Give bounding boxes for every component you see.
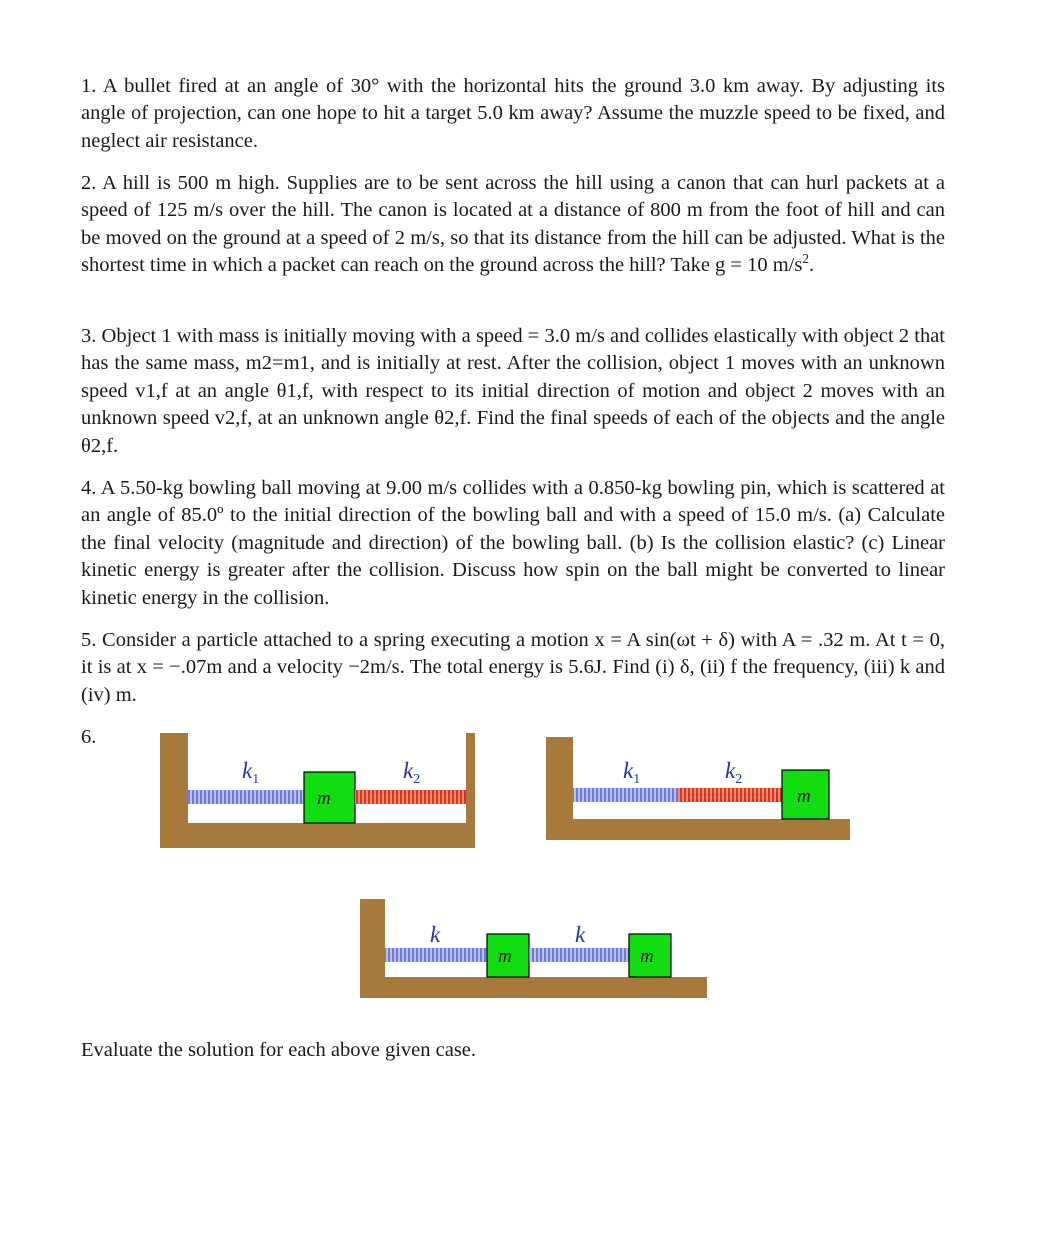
k1-subscript: 1 (252, 772, 260, 787)
k2-letter: k (725, 758, 736, 783)
floor (160, 823, 475, 848)
k2-subscript: 2 (413, 772, 421, 787)
mass-left-label: m (498, 946, 512, 967)
mass-label: m (317, 788, 331, 809)
footer-instruction: Evaluate the solution for each above given case. (81, 1039, 477, 1061)
mass-right-label: m (640, 946, 654, 967)
spring-k-left (385, 948, 487, 962)
spring-k2 (678, 788, 782, 802)
question-4: 4. A 5.50-kg bowling ball moving at 9.00 m/s collides with a 0.850-kg bowling pin, which is scattered at an angle of 85.0º to the initial direction of the bowling ball and with a speed of 15.0 m/s. (a) Calculate the final velocity (magnitude and direction) of the bowling ball. (b) Is the collision elastic? (c) Linear kinetic energy is greater after the collision. Discuss how spin on the ball might be converted to linear kinetic energy in the collision. (81, 477, 945, 609)
k2-label (725, 758, 742, 787)
k-left-label: k (430, 922, 441, 947)
mass-label: m (797, 786, 811, 807)
k1-letter: k (242, 758, 253, 783)
k1-letter: k (623, 758, 634, 783)
question-2-exponent: 2 (802, 251, 809, 267)
spring-k1 (188, 790, 304, 804)
k1-label (623, 758, 640, 787)
k2-letter: k (403, 758, 414, 783)
floor (360, 977, 707, 998)
k2-subscript: 2 (735, 772, 743, 787)
question-2-text: 2. A hill is 500 m high. Supplies are to be sent across the hill using a canon that can hurl packets at a speed of 125 m/s over the hill. The canon is located at a distance of 800 m from the foot of hill and can be moved on the ground at a speed of 2 m/s, so that its distance from the hill can be adjusted. What is the shortest time in which a packet can reach on the ground across the hill? Take g = 10 m/s (81, 172, 945, 277)
floor (546, 819, 850, 840)
spring-k-right (529, 948, 629, 962)
k-right-label: k (575, 922, 586, 947)
question-5: 5. Consider a particle attached to a spring executing a motion x = A sin(ωt + δ) with A = .32 m. At t = 0, it is at x = −.07m and a velocity −2m/s. The total energy is 5.6J. Find (i) δ, (ii) f the frequency, (iii) k and (iv) m. (81, 629, 945, 706)
figure-2 (546, 737, 850, 840)
question-1: 1. A bullet fired at an angle of 30° with the horizontal hits the ground 3.0 km away. By adjusting its angle of projection, can one hope to hit a target 5.0 km away? Assume the muzzle speed to be fixed, and neglect air resistance. (81, 75, 945, 152)
question-2-end: . (809, 254, 815, 277)
k1-subscript: 1 (633, 772, 641, 787)
question-3: 3. Object 1 with mass is initially moving with a speed = 3.0 m/s and collides elastically with object 2 that has the same mass, m2=m1, and is initially at rest. After the collision, object 1 moves with an unknown speed v1,f at an angle θ1,f, with respect to its initial direction of motion and object 2 moves with an unknown speed v2,f, at an unknown angle θ2,f. Find the final speeds of each of the objects and the angle θ2,f. (81, 325, 945, 457)
figure-3 (360, 899, 707, 998)
spring-k1 (573, 788, 678, 802)
figure-1 (160, 733, 475, 848)
k2-label (403, 758, 420, 787)
question-6-number: 6. (81, 726, 97, 748)
k1-label (242, 758, 259, 787)
spring-k2 (355, 790, 466, 804)
